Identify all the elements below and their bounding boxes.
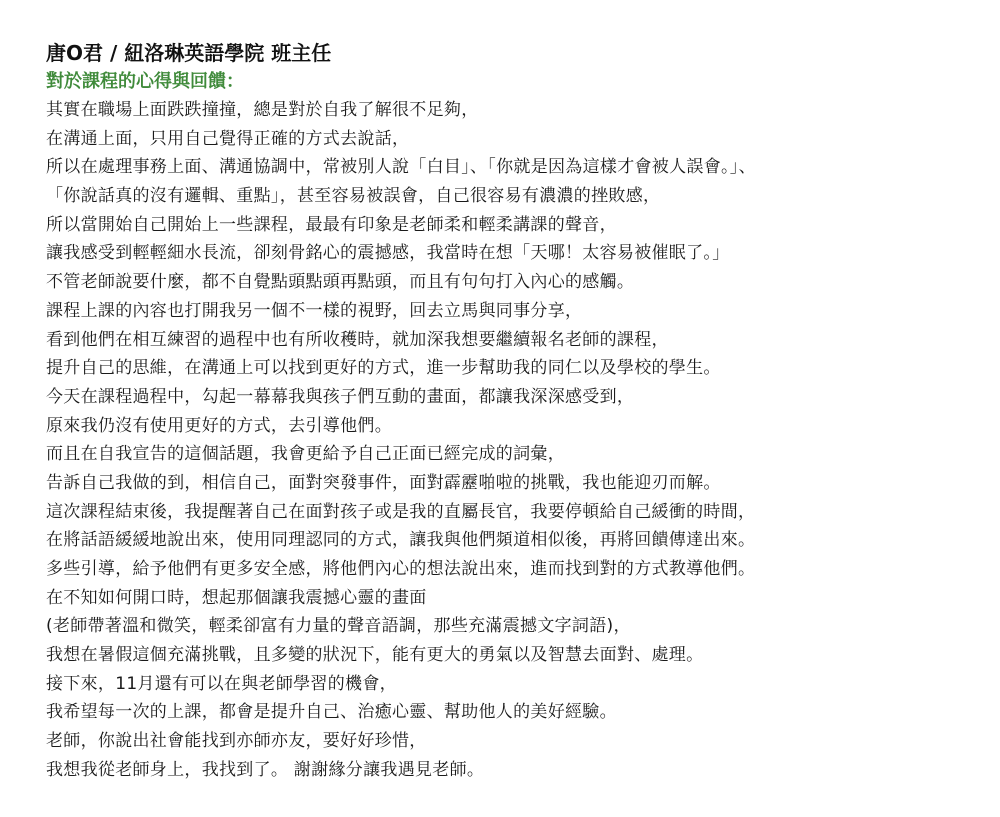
body-line: 老師，你說出社會能找到亦師亦友，要好好珍惜， — [46, 731, 427, 752]
body-line: 多些引導，給予他們有更多安全感，將他們內心的想法說出來，進而找到對的方式教導他們。 — [46, 559, 756, 579]
body-line: 我希望每一次的上課，都會是提升自己、治癒心靈、幫助他人的美好經驗。 — [46, 702, 617, 723]
body-line: 今天在課程過程中，勾起一幕幕我與孩子們互動的畫面，都讓我深深感受到， — [46, 386, 635, 407]
body-line: 我想我從老師身上，我找到了。 謝謝緣分讓我遇見老師。 — [46, 759, 485, 780]
body-line: 看到他們在相互練習的過程中也有所收穫時，就加深我想要繼續報名老師的課程， — [46, 329, 669, 350]
author-title: 唐O君 / 紐洛琳英語學院 班主任 — [46, 41, 332, 65]
body-line: 而且在自我宣告的這個話題，我會更給予自己正面已經完成的詞彙， — [46, 444, 565, 465]
body-line: (老師帶著溫和微笑，輕柔卻富有力量的聲音語調，那些充滿震撼文字詞語)， — [46, 616, 631, 637]
body-line: 告訴自己我做的到，相信自己，面對突發事件，面對霹靂啪啦的挑戰，我也能迎刃而解。 — [46, 472, 721, 493]
body-line: 所以當開始自己開始上一些課程，最最有印象是老師柔和輕柔講課的聲音， — [46, 214, 617, 235]
body-line: 提升自己的思維，在溝通上可以找到更好的方式，進一步幫助我的同仁以及學校的學生。 — [46, 358, 721, 379]
body-line: 在將話語緩緩地說出來，使用同理認同的方式，讓我與他們頻道相似後，再將回饋傳達出來。 — [46, 530, 756, 551]
body-line: 在溝通上面，只用自己覺得正確的方式去說話， — [46, 128, 410, 149]
body-line: 「你說話真的沒有邏輯、重點」，甚至容易被誤會，自己很容易有濃濃的挫敗感， — [46, 186, 661, 207]
section-heading: 對於課程的心得與回饋： — [46, 71, 244, 92]
body-line: 原來我仍沒有使用更好的方式，去引導他們。 — [46, 415, 392, 436]
body-line: 接下來，11月還有可以在與老師學習的機會， — [46, 673, 397, 694]
body-line: 課程上課的內容也打開我另一個不一樣的視野，回去立馬與同事分享， — [46, 300, 583, 321]
body-line: 讓我感受到輕輕細水長流，卻刻骨銘心的震撼感，我當時在想「天哪！太容易被催眠了。」 — [46, 243, 730, 264]
testimonial-body — [46, 96, 986, 785]
body-line: 所以在處理事務上面、溝通協調中，常被別人說「白目」、「你就是因為這樣才會被人誤會。」、 — [46, 157, 756, 178]
body-line: 其實在職場上面跌跌撞撞，總是對於自我了解很不足夠， — [46, 100, 479, 120]
body-line: 不管老師說要什麼，都不自覺點頭點頭再點頭，而且有句句打入內心的感觸。 — [46, 272, 635, 293]
body-line: 我想在暑假這個充滿挑戰，且多變的狀況下，能有更大的勇氣以及智慧去面對、處理。 — [46, 645, 704, 666]
testimonial-document — [46, 38, 986, 785]
body-line: 在不知如何開口時，想起那個讓我震撼心靈的畫面 — [46, 587, 427, 608]
body-line: 這次課程結束後，我提醒著自己在面對孩子或是我的直屬長官，我要停頓給自己緩衝的時間， — [46, 501, 756, 522]
